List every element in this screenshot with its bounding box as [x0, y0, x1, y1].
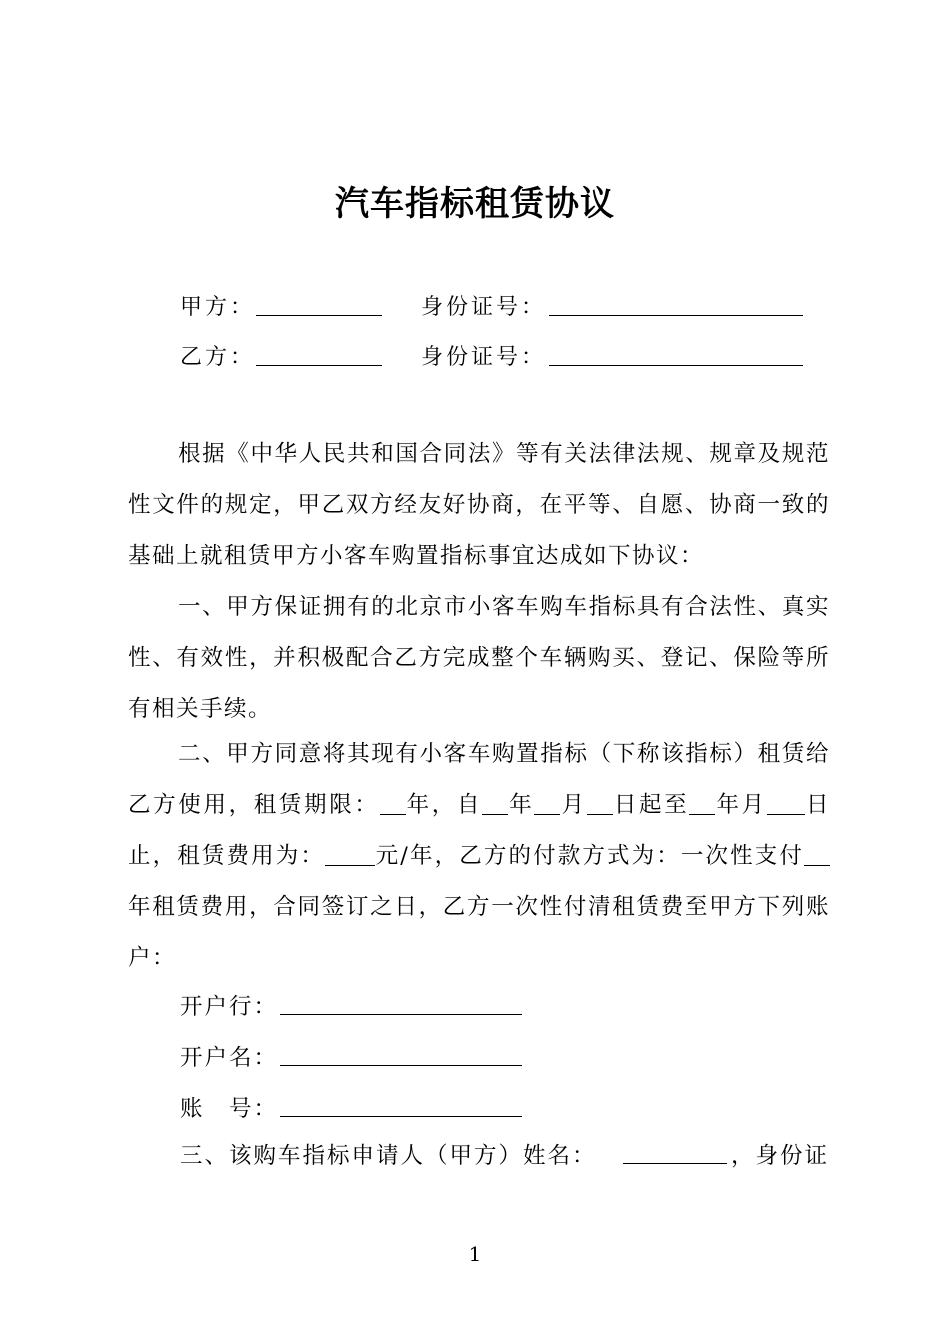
- lease-years-blank[interactable]: [380, 794, 406, 815]
- account-name-label: 开户名：: [180, 1045, 279, 1071]
- clause-3-row: [180, 1138, 830, 1172]
- document-title: 汽车指标租赁协议: [335, 184, 615, 224]
- clause-2-part-7: 日止，租赁费用为：: [128, 792, 830, 869]
- clause-2-part-1: 二、甲方同意将其现有小客车购置指标（下称该指标）租赁给乙方使用，租赁期限：: [128, 741, 830, 818]
- bank-name-label: 开户行：: [180, 994, 279, 1020]
- clause-2-part-9: 年租赁费用，合同签订之日，乙方一次性付清租赁费至甲方下列账户：: [128, 894, 830, 971]
- intro-text: 根据《中华人民共和国合同法》等有关法律法规、规章及规范性文件的规定，甲乙双方经友好协商，在平等、自愿、协商一致的基础上就租赁甲方小客车购置指标事宜达成如下协议：: [128, 441, 830, 569]
- clause-2-part-3: 年: [508, 792, 535, 818]
- party-b-name-blank[interactable]: [256, 365, 382, 366]
- clause-2-part-6: 年月: [715, 792, 767, 818]
- clause-3-text: 三、该购车指标申请人（甲方）姓名：: [180, 1143, 597, 1169]
- clause-2-part-4: 月: [560, 792, 587, 818]
- party-a-label: 甲方：: [180, 295, 256, 320]
- clause-3-tail: ，身份证: [731, 1143, 830, 1169]
- bank-name-blank[interactable]: [280, 1014, 522, 1015]
- prepay-years-blank[interactable]: [804, 845, 830, 866]
- clause-1-text: 一、甲方保证拥有的北京市小客车购车指标具有合法性、真实性、有效性，并积极配合乙方完成整个车辆购买、登记、保险等所有相关手续。: [128, 594, 830, 722]
- start-year-blank[interactable]: [482, 794, 508, 815]
- start-month-blank[interactable]: [534, 794, 560, 815]
- clause-2-part-5: 日起至: [612, 792, 690, 818]
- clause-2-part-8: 元/年，乙方的付款方式为：一次性支付: [375, 843, 804, 869]
- account-name-blank[interactable]: [280, 1065, 522, 1066]
- fee-amount-blank[interactable]: [325, 845, 375, 866]
- page-number: 1: [468, 1242, 482, 1266]
- party-a-id-blank[interactable]: [549, 315, 803, 316]
- intro-paragraph: [128, 429, 830, 582]
- party-a-name-blank[interactable]: [256, 315, 382, 316]
- clause-2-paragraph: [128, 729, 830, 984]
- clause-2-part-2: 年，自: [405, 792, 483, 818]
- account-number-label: 账 号：: [180, 1096, 279, 1122]
- party-b-id-label: 身份证号：: [421, 345, 547, 370]
- clause-1-paragraph: [128, 582, 830, 735]
- end-year-blank[interactable]: [689, 794, 715, 815]
- applicant-name-blank[interactable]: [623, 1163, 727, 1164]
- party-b-id-blank[interactable]: [549, 365, 803, 366]
- party-b-label: 乙方：: [180, 345, 256, 370]
- account-number-blank[interactable]: [280, 1116, 522, 1117]
- start-day-blank[interactable]: [587, 794, 613, 815]
- party-a-id-label: 身份证号：: [421, 295, 547, 320]
- end-day-blank[interactable]: [767, 794, 805, 815]
